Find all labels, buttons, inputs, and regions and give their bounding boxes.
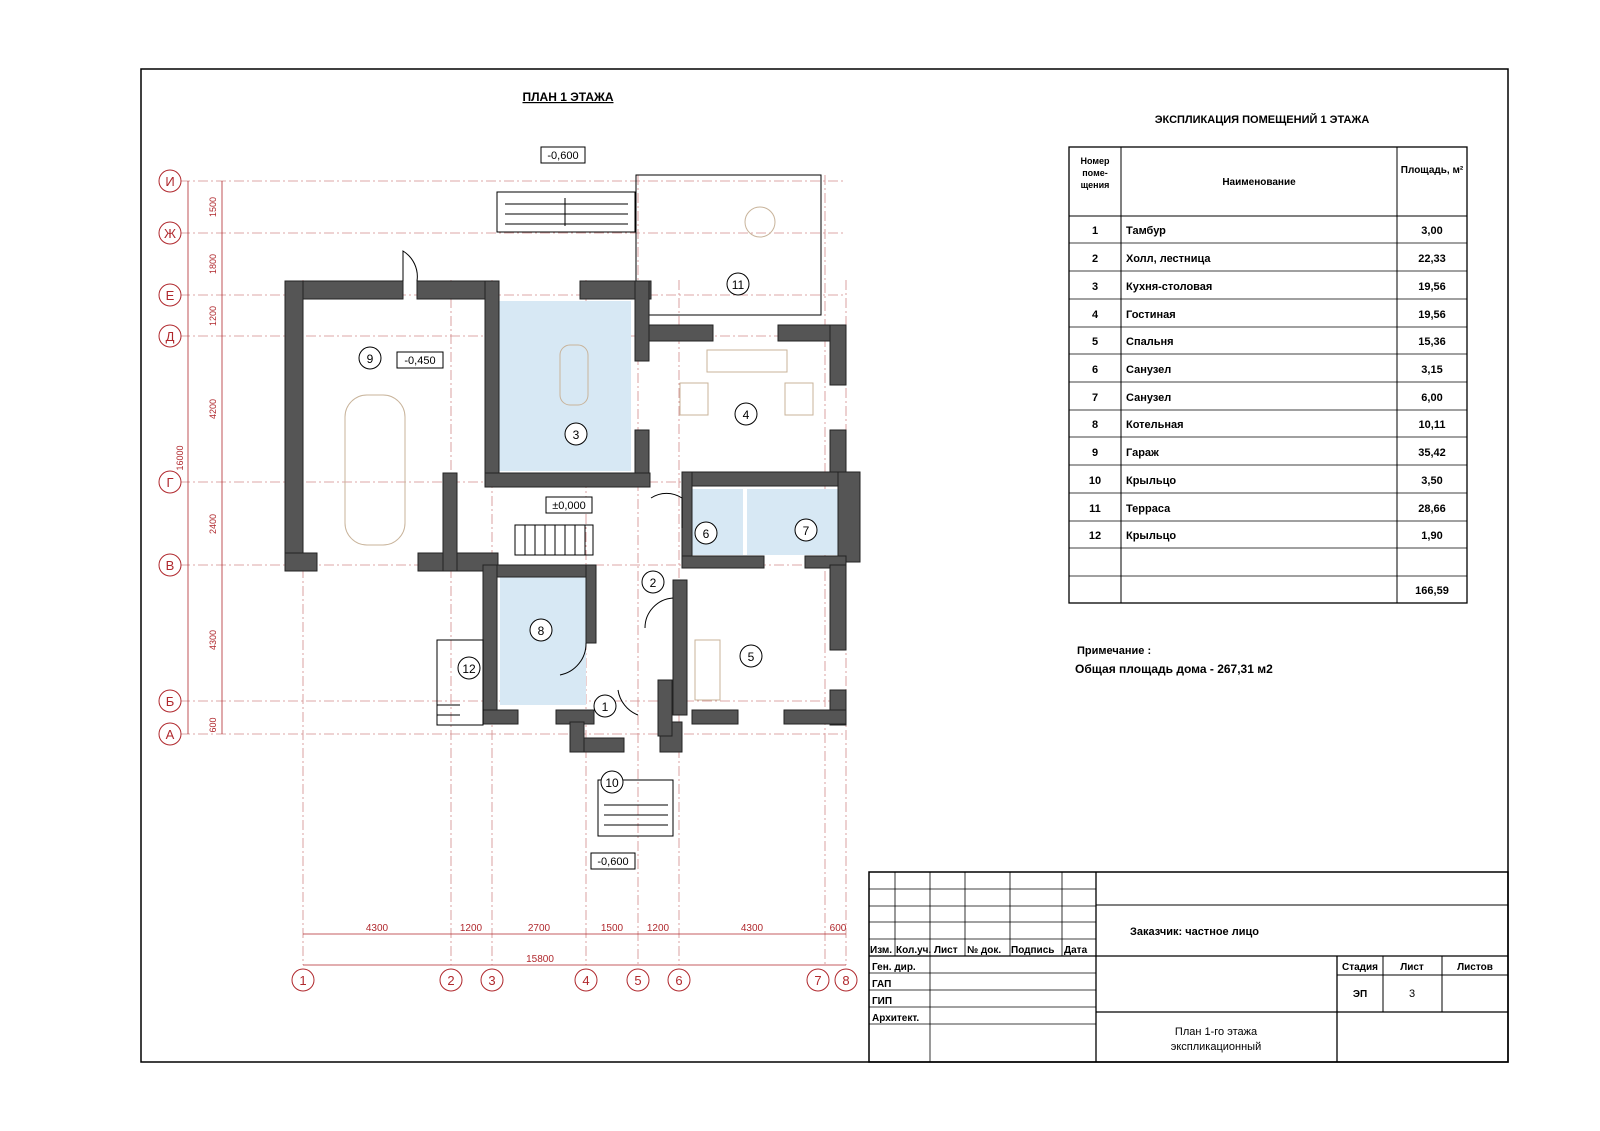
- svg-text:1,90: 1,90: [1421, 530, 1443, 542]
- stamp-role: Ген. дир.: [872, 962, 916, 973]
- table-row: [1092, 253, 1446, 265]
- svg-text:19,56: 19,56: [1418, 309, 1446, 321]
- table-row: [1092, 364, 1443, 376]
- axis-letter: И: [165, 174, 175, 189]
- table-row: [1089, 503, 1446, 515]
- table-row: [1092, 281, 1446, 293]
- stage-value: ЭП: [1352, 989, 1368, 1000]
- axis-number: 3: [488, 973, 496, 988]
- terrace-steps: [497, 192, 635, 232]
- terrace-outline: [636, 175, 821, 315]
- garage-door: [403, 251, 417, 281]
- dim-text: 4300: [740, 923, 764, 934]
- stamp-header: Изм.: [870, 945, 893, 956]
- svg-text:Санузел: Санузел: [1126, 392, 1172, 404]
- svg-text:2: 2: [1091, 253, 1099, 265]
- title-block: [869, 872, 1508, 1062]
- col-number-header: Номер поме- щения: [1080, 156, 1110, 190]
- axis-numbers: [292, 969, 857, 991]
- table-row: [1089, 530, 1443, 542]
- dim-text: 4300: [365, 923, 389, 934]
- svg-text:22,33: 22,33: [1418, 253, 1446, 265]
- stage-label: Стадия: [1341, 962, 1379, 973]
- room-number: 10: [605, 776, 619, 790]
- axis-letter: Б: [165, 694, 175, 709]
- table-total: 166,59: [1415, 585, 1449, 597]
- sheet-label: Лист: [1400, 962, 1424, 973]
- porch-12: [437, 640, 483, 725]
- dim-text: 1200: [208, 305, 218, 327]
- axis-number: 7: [814, 973, 822, 988]
- note-label: Примечание :: [1077, 645, 1152, 657]
- table-row: [1092, 225, 1443, 237]
- svg-text:6: 6: [1091, 364, 1099, 376]
- bed: [695, 640, 720, 700]
- room-number: 12: [462, 662, 476, 676]
- axis-number: 1: [299, 973, 307, 988]
- svg-text:Холл, лестница: Холл, лестница: [1126, 253, 1211, 265]
- col-area-header: Площадь, м²: [1400, 165, 1464, 176]
- dim-text: 1200: [646, 923, 670, 934]
- stamp-header: Лист: [934, 945, 958, 956]
- dim-text: 1500: [600, 923, 624, 934]
- explication-table: [1069, 113, 1467, 603]
- armchair: [680, 383, 708, 415]
- wc-door: [651, 493, 682, 528]
- svg-text:15,36: 15,36: [1418, 336, 1446, 348]
- svg-text:10,11: 10,11: [1418, 419, 1446, 431]
- svg-text:Кухня-столовая: Кухня-столовая: [1126, 281, 1213, 293]
- svg-text:28,66: 28,66: [1418, 503, 1446, 515]
- axis-letter: В: [165, 558, 175, 573]
- level-mark: -0,450: [404, 355, 436, 367]
- sheet-value: 3: [1408, 988, 1416, 1000]
- room-number: 9: [366, 352, 374, 366]
- dim-text: 2400: [208, 513, 218, 535]
- stamp-role: ГИП: [872, 996, 893, 1007]
- axis-number: 5: [634, 973, 642, 988]
- svg-text:5: 5: [1091, 336, 1099, 348]
- stamp-header: Кол.уч.: [896, 945, 932, 956]
- svg-text:Крыльцо: Крыльцо: [1126, 475, 1177, 487]
- dim-text: 1500: [208, 196, 218, 218]
- dim-text: 1800: [208, 253, 218, 275]
- dim-text: 4200: [208, 398, 218, 420]
- bedroom-door: [645, 598, 673, 628]
- stamp-header: Дата: [1064, 945, 1088, 956]
- sheets-label: Листов: [1457, 962, 1493, 973]
- room-number: 1: [601, 700, 609, 714]
- dim-text: 1200: [459, 923, 483, 934]
- stamp-header: № док.: [967, 945, 1002, 956]
- dim-total: 16000: [175, 445, 185, 471]
- floor-plan: [159, 90, 860, 991]
- svg-text:Гараж: Гараж: [1126, 447, 1159, 459]
- room-number: 3: [572, 428, 580, 442]
- svg-text:Терраса: Терраса: [1126, 503, 1171, 515]
- svg-text:3,50: 3,50: [1421, 475, 1443, 487]
- col-name-header: Наименование: [1222, 177, 1296, 188]
- dim-text: 2700: [527, 923, 551, 934]
- level-mark: ±0,000: [552, 500, 586, 512]
- svg-text:8: 8: [1091, 419, 1099, 431]
- svg-text:19,56: 19,56: [1418, 281, 1446, 293]
- room-number: 2: [649, 576, 657, 590]
- dim-text: 600: [829, 923, 847, 934]
- axis-letter: Е: [165, 288, 175, 303]
- dim-text: 600: [208, 717, 218, 733]
- axis-letter: Д: [165, 329, 175, 344]
- wc6-tile: [687, 489, 743, 555]
- axis-number: 4: [582, 973, 590, 988]
- stamp-role: Архитект.: [872, 1013, 920, 1024]
- svg-text:Санузел: Санузел: [1126, 364, 1172, 376]
- svg-text:9: 9: [1091, 447, 1099, 459]
- axis-number: 2: [447, 973, 455, 988]
- dim-total: 15800: [526, 954, 554, 965]
- svg-text:Тамбур: Тамбур: [1126, 225, 1166, 237]
- wc7-tile: [747, 489, 843, 555]
- axis-letter: Г: [166, 475, 174, 490]
- horizontal-dimensions: [303, 923, 847, 965]
- svg-text:7: 7: [1091, 392, 1099, 404]
- svg-text:Спальня: Спальня: [1126, 336, 1174, 348]
- svg-text:35,42: 35,42: [1418, 447, 1446, 459]
- table-row: [1092, 419, 1446, 431]
- explication-title: ЭКСПЛИКАЦИЯ ПОМЕЩЕНИЙ 1 ЭТАЖА: [1154, 114, 1370, 126]
- sheet-title-line1: План 1-го этажа: [1174, 1026, 1258, 1038]
- svg-text:Котельная: Котельная: [1126, 419, 1184, 431]
- svg-text:6,00: 6,00: [1421, 392, 1443, 404]
- svg-text:10: 10: [1088, 475, 1102, 487]
- room-number: 8: [537, 624, 545, 638]
- axis-number: 6: [675, 973, 683, 988]
- plan-title: ПЛАН 1 ЭТАЖА: [522, 90, 614, 104]
- axis-letter: А: [165, 727, 175, 742]
- table-row: [1092, 392, 1443, 404]
- axis-number: 8: [842, 973, 850, 988]
- axis-letter: Ж: [163, 226, 177, 241]
- kitchen-tile: [492, 301, 631, 471]
- room-number: 4: [742, 408, 750, 422]
- svg-text:3,00: 3,00: [1421, 225, 1443, 237]
- room-number: 7: [802, 524, 810, 538]
- table-row: [1089, 475, 1443, 487]
- car-outline: [345, 395, 405, 545]
- level-mark: -0,600: [547, 150, 579, 162]
- room-number: 6: [702, 527, 710, 541]
- svg-text:Крыльцо: Крыльцо: [1126, 530, 1177, 542]
- svg-text:3: 3: [1091, 281, 1099, 293]
- stamp-role: ГАП: [872, 979, 892, 990]
- sheet-title-line2: экспликационный: [1170, 1041, 1262, 1053]
- terrace-table: [745, 207, 775, 237]
- armchair: [785, 383, 813, 415]
- room-number: 5: [747, 650, 755, 664]
- note-text: Общая площадь дома - 267,31 м2: [1075, 662, 1273, 676]
- sofa: [707, 350, 787, 372]
- svg-text:4: 4: [1091, 309, 1099, 321]
- svg-text:Гостиная: Гостиная: [1126, 309, 1176, 321]
- stamp-header: Подпись: [1011, 945, 1055, 956]
- table-row: [1092, 309, 1446, 321]
- svg-text:1: 1: [1091, 225, 1099, 237]
- dim-text: 4300: [208, 629, 218, 651]
- table-row: [1092, 447, 1446, 459]
- room-number: 11: [731, 278, 745, 292]
- customer-text: Заказчик: частное лицо: [1130, 926, 1259, 938]
- stairs: [515, 525, 593, 555]
- level-mark: -0,600: [597, 856, 629, 868]
- svg-text:3,15: 3,15: [1421, 364, 1443, 376]
- vertical-dimensions: [175, 181, 222, 734]
- vestibule-door: [618, 690, 638, 715]
- svg-text:11: 11: [1089, 503, 1101, 515]
- svg-text:12: 12: [1088, 530, 1102, 542]
- table-row: [1092, 336, 1446, 348]
